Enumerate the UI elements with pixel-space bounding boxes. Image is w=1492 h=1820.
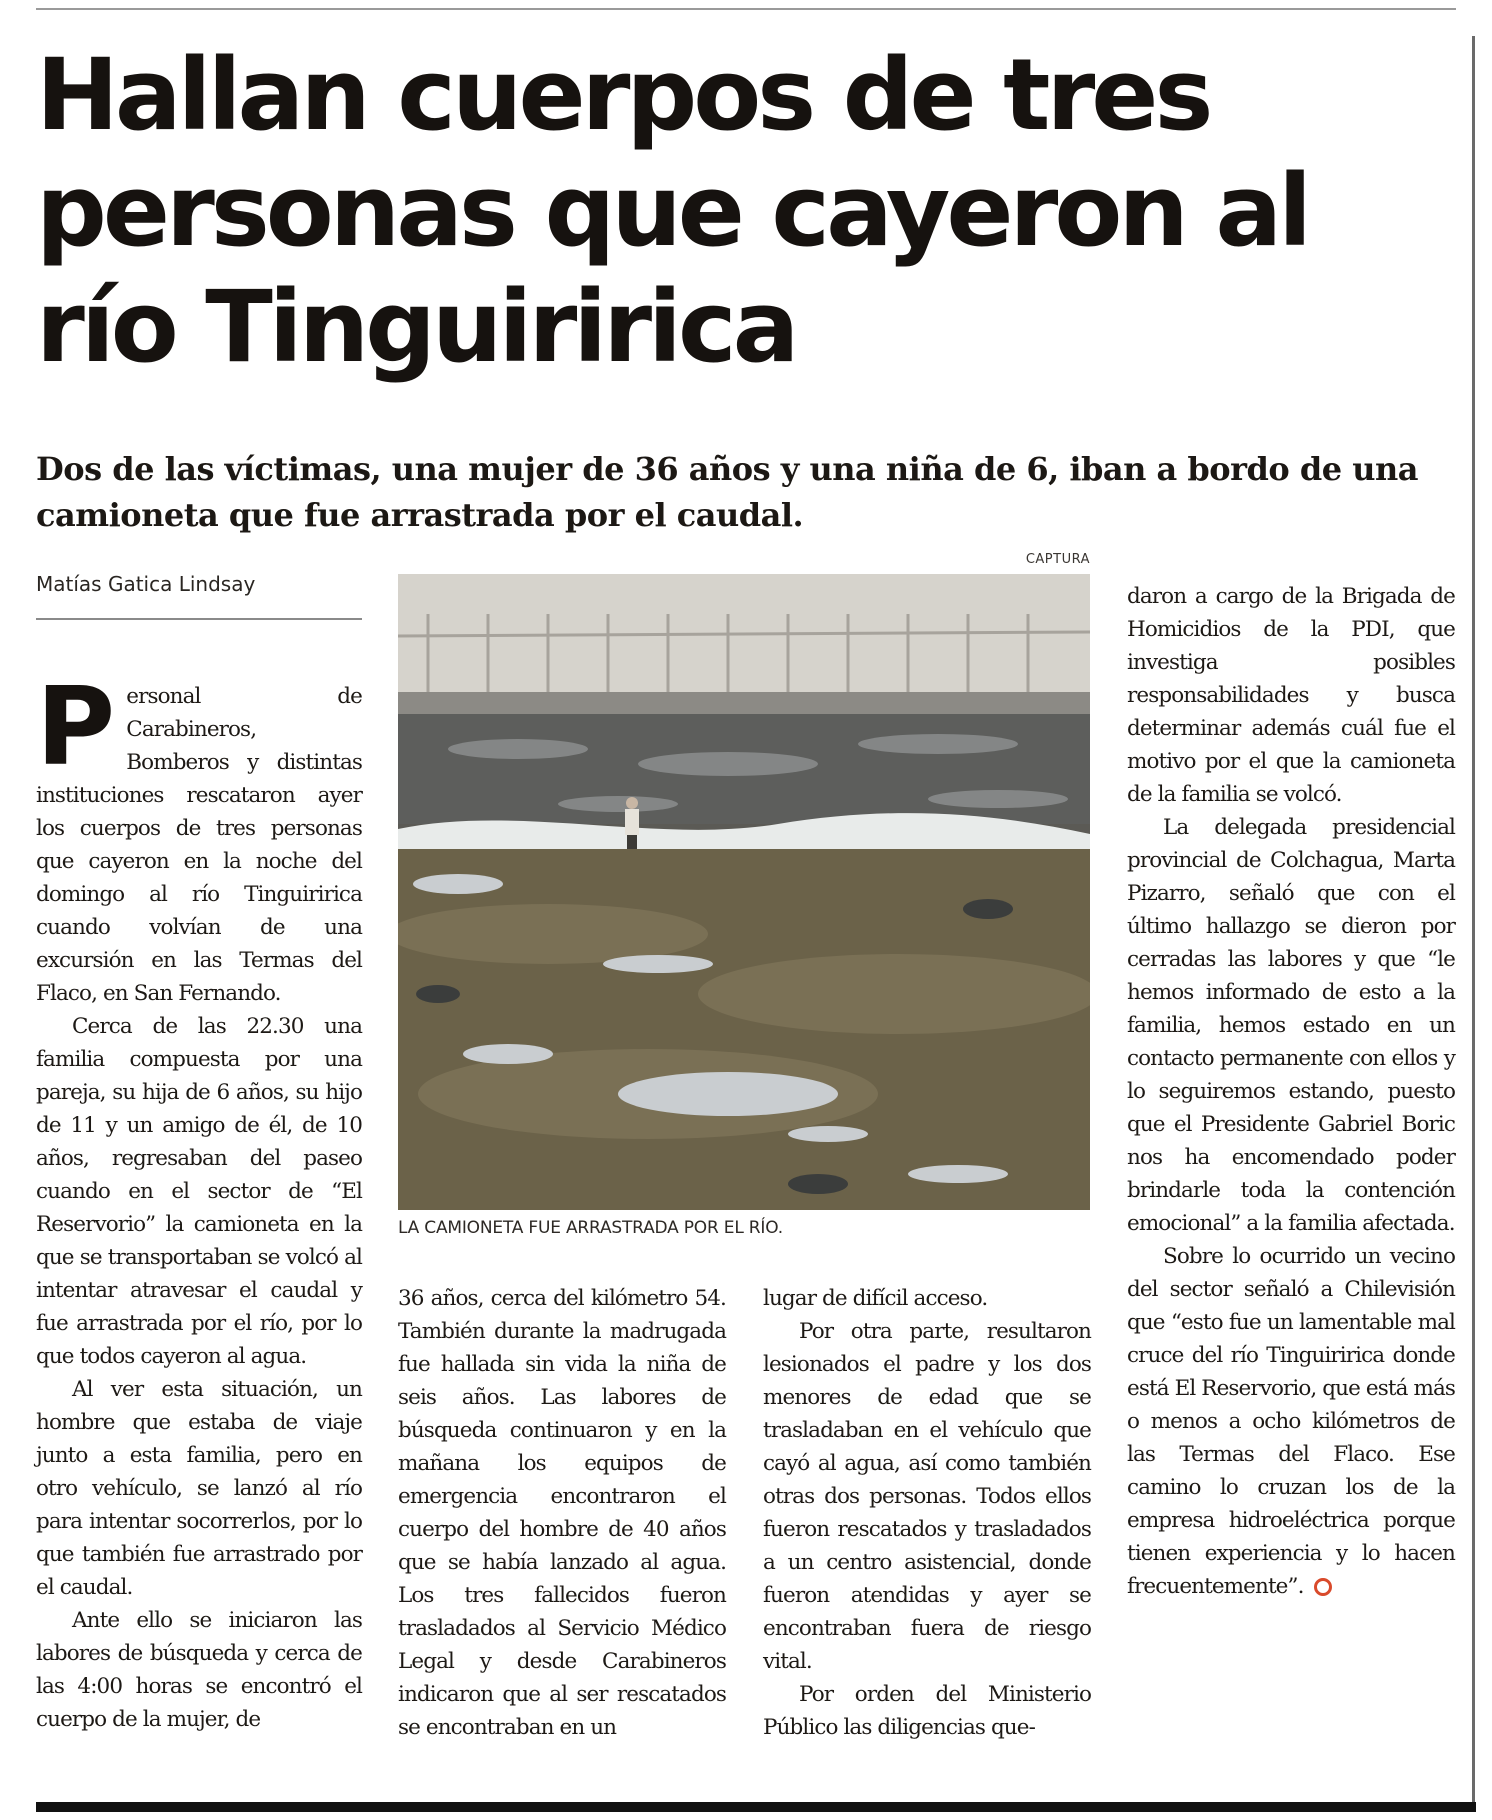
paragraph: 36 años, cerca del kilómetro 54. También durante la madrugada fue hallada sin vida la niña de seis años. Las labores de búsqueda continuaron y en la mañana los equipos de emergencia encontraron el cuerpo del hombre de 40 años que se había lanzado al agua. Los tres fallecidos fueron trasladados al Servicio Médico Legal y desde Carabineros indicaron que al ser rescatados se encontraban en un: [398, 1286, 726, 1740]
paragraph-text: Sobre lo ocurrido un vecino del sector señaló a Chilevisión que “esto fue un lamentable mal cruce del río Tinguiririca donde está El Reservorio, que está más o menos a ocho kilómetros de las Termas del Flaco. Ese camino lo cruzan los de la empresa hidroeléctrica porque tienen experiencia y lo hacen frecuentemente”.: [1127, 1244, 1455, 1599]
deck-subtitle: Dos de las víctimas, una mujer de 36 años y una niña de 6, iban a bordo de una camioneta que fue arrastrada por el caudal.: [36, 450, 1418, 534]
byline-rule: [36, 618, 362, 620]
photo-credit: CAPTURA: [1025, 552, 1090, 567]
paragraph: Al ver esta situación, un hombre que estaba de viaje junto a esta familia, pero en otro vehículo, se lanzó al río para intentar socorrerlos, por lo que también fue arrastrado por el caudal.: [36, 1377, 362, 1600]
paragraph: [1127, 1240, 1455, 1603]
page-edge-rule: [1472, 36, 1475, 1806]
paragraph: lugar de difícil acceso.: [763, 1286, 988, 1311]
byline: Matías Gatica Lindsay: [36, 572, 256, 596]
headline: Hallan cuerpos de tres personas que cayeron al río Tinguiririca: [36, 38, 1309, 385]
river-photo-graphic: [398, 574, 1090, 1210]
top-rule: [36, 8, 1456, 10]
paragraph: daron a cargo de la Brigada de Homicidios de la PDI, que investiga posibles responsabilidades y busca determinar además cuál fue el motivo por el que la camioneta de la familia se volcó.: [1127, 584, 1455, 807]
river-photo: [398, 574, 1090, 1210]
paragraph: Por orden del Ministerio Público las diligencias que-: [763, 1682, 1091, 1740]
bottom-bar: [36, 1802, 1476, 1812]
end-of-article-icon: [1314, 1578, 1332, 1596]
paragraph: La delegada presidencial provincial de Colchagua, Marta Pizarro, señaló que con el último hallazgo se dieron por cerradas las labores y que “le hemos informado de esto a la familia, hemos estado en un contacto permanente con ellos y lo seguiremos estando, puesto que el Presidente Gabriel Boric nos ha encomendado poder brindarle toda la contención emocional” a la familia afectada.: [1127, 815, 1455, 1236]
column-4: [1127, 580, 1455, 1603]
drop-cap: P: [36, 665, 115, 790]
column-1: [36, 665, 362, 1736]
photo-caption: LA CAMIONETA FUE ARRASTRADA POR EL RÍO.: [398, 1218, 783, 1238]
column-3: [763, 1282, 1091, 1744]
paragraph: Por otra parte, resultaron lesionados el padre y los dos menores de edad que se trasladaban en el vehículo que cayó al agua, así como también otras dos personas. Todos ellos fueron rescatados y trasladados a un centro asistencial, donde fueron atendidas y ayer se encontraban fuera de riesgo vital.: [763, 1319, 1091, 1674]
paragraph-text: ersonal de Carabineros, Bomberos y distintas instituciones rescataron ayer los cuerpos de tres personas que cayeron en la noche del domingo al río Tinguiririca cuando volvían de una excursión en las Termas del Flaco, en San Fernando.: [36, 684, 362, 1006]
paragraph: [36, 665, 362, 1010]
column-2: [398, 1282, 726, 1744]
paragraph: Ante ello se iniciaron las labores de búsqueda y cerca de las 4:00 horas se encontró el cuerpo de la mujer, de: [36, 1608, 362, 1732]
paragraph: Cerca de las 22.30 una familia compuesta por una pareja, su hija de 6 años, su hijo de 11 y un amigo de él, de 10 años, regresaban del paseo cuando en el sector de “El Reservorio” la camioneta en la que se transportaban se volcó al intentar atravesar el caudal y fue arrastrada por el río, por lo que todos cayeron al agua.: [36, 1014, 362, 1369]
